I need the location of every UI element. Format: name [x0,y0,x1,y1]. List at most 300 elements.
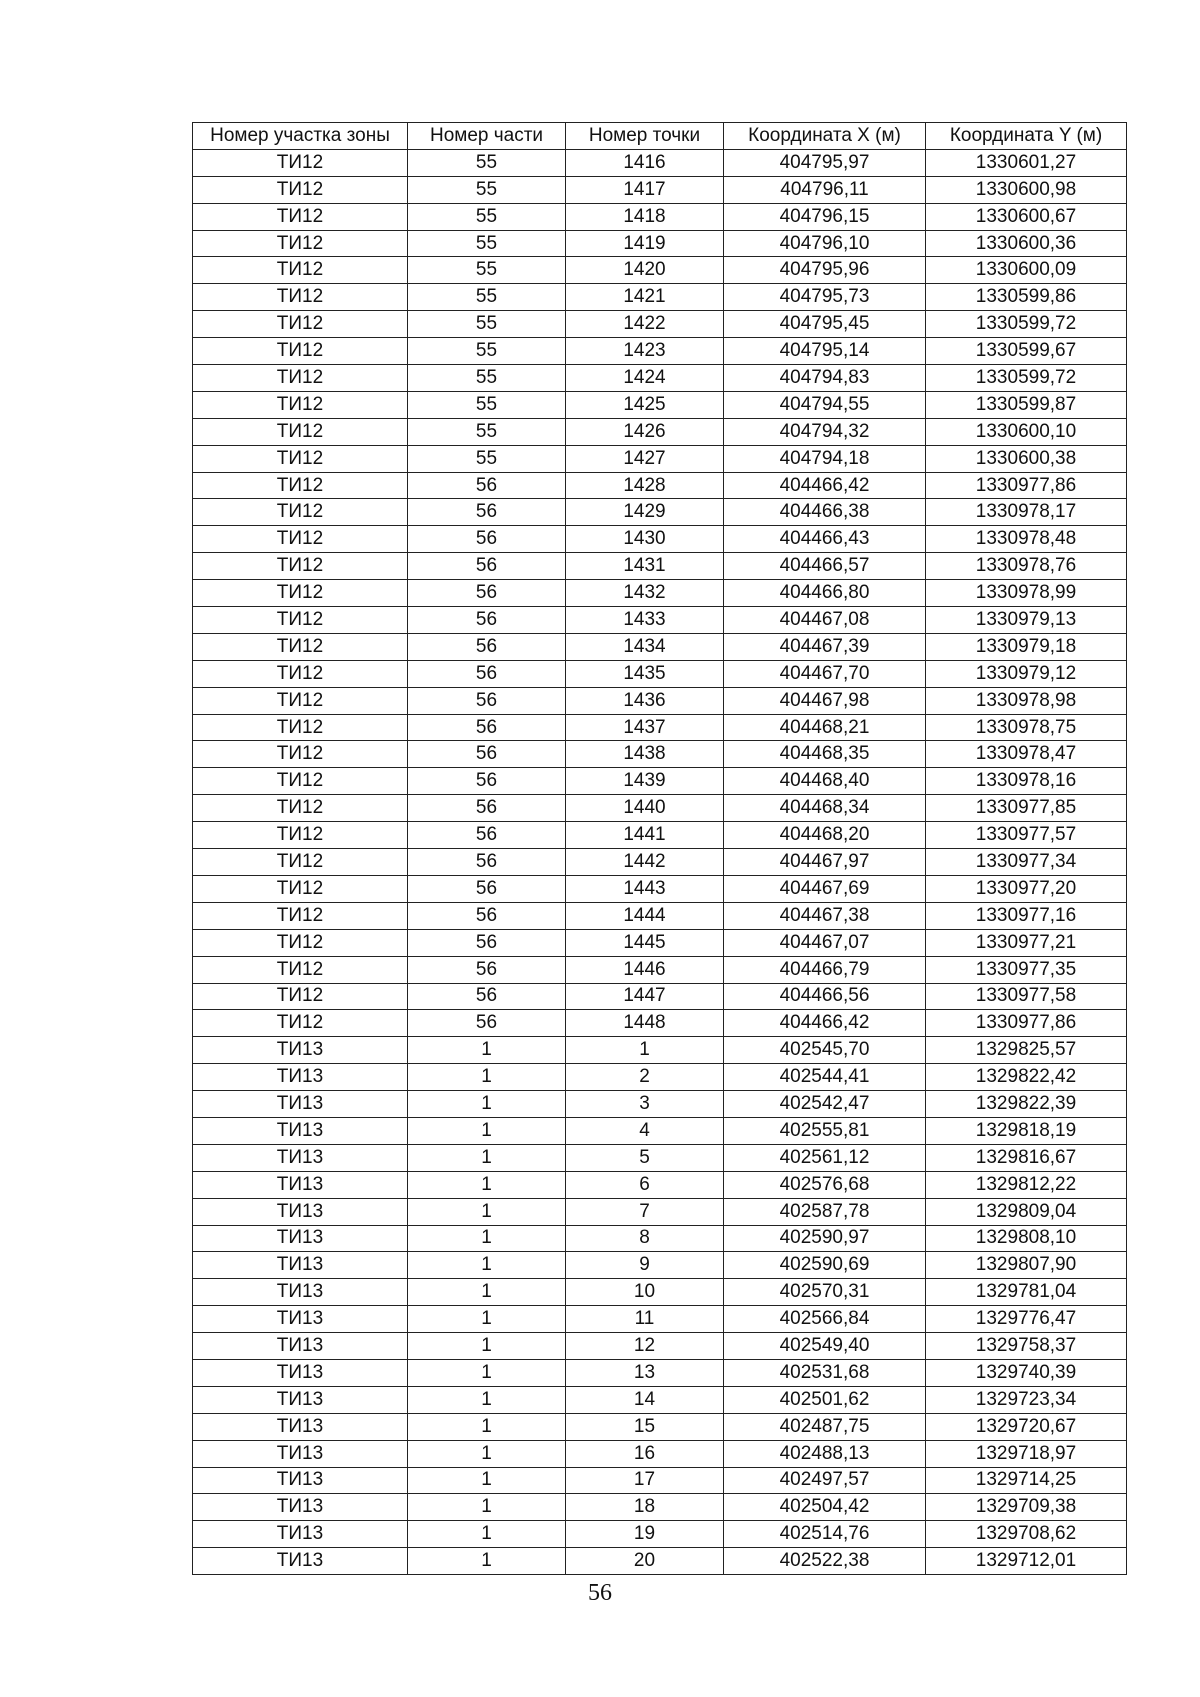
coordinate-y-cell: 1330977,35 [926,956,1127,983]
coordinate-y-cell: 1330601,27 [926,149,1127,176]
point-number-cell: 7 [566,1198,724,1225]
coordinate-x-cell: 404467,70 [724,660,926,687]
part-number-cell: 56 [408,607,566,634]
point-number-cell: 2 [566,1064,724,1091]
point-number-cell: 10 [566,1279,724,1306]
coordinate-y-cell: 1330600,36 [926,230,1127,257]
part-number-cell: 55 [408,391,566,418]
table-row [193,633,1127,660]
coordinate-y-cell: 1330599,72 [926,365,1127,392]
table-row [193,1279,1127,1306]
part-number-cell: 56 [408,687,566,714]
point-number-cell: 5 [566,1144,724,1171]
coordinate-x-cell: 404467,08 [724,607,926,634]
coordinate-y-cell: 1329712,01 [926,1548,1127,1575]
coordinate-x-cell: 404467,97 [724,849,926,876]
coordinate-x-cell: 402501,62 [724,1386,926,1413]
zone-section-cell: ТИ12 [193,338,408,365]
coordinate-y-cell: 1330600,10 [926,418,1127,445]
point-number-cell: 1444 [566,902,724,929]
point-number-cell: 1445 [566,929,724,956]
table-row [193,660,1127,687]
part-number-cell: 56 [408,499,566,526]
part-number-cell: 56 [408,983,566,1010]
zone-section-cell: ТИ12 [193,633,408,660]
part-number-cell: 1 [408,1144,566,1171]
table-row [193,418,1127,445]
zone-section-cell: ТИ12 [193,714,408,741]
coordinate-y-cell: 1330977,16 [926,902,1127,929]
point-number-cell: 20 [566,1548,724,1575]
part-number-cell: 1 [408,1117,566,1144]
point-number-cell: 1432 [566,580,724,607]
point-number-cell: 1417 [566,176,724,203]
zone-section-cell: ТИ12 [193,1010,408,1037]
point-number-cell: 1418 [566,203,724,230]
part-number-cell: 55 [408,230,566,257]
table-row [193,230,1127,257]
table-row [193,1548,1127,1575]
part-number-cell: 1 [408,1333,566,1360]
point-number-cell: 1443 [566,875,724,902]
zone-section-cell: ТИ12 [193,230,408,257]
point-number-cell: 1435 [566,660,724,687]
part-number-cell: 56 [408,849,566,876]
table-row [193,875,1127,902]
table-row [193,1037,1127,1064]
part-number-cell: 55 [408,176,566,203]
page-number: 56 [588,1580,612,1606]
coordinate-x-cell: 404795,96 [724,257,926,284]
coordinate-x-cell: 404468,20 [724,822,926,849]
zone-section-cell: ТИ12 [193,849,408,876]
point-number-cell: 1420 [566,257,724,284]
coordinate-y-cell: 1330977,58 [926,983,1127,1010]
zone-section-cell: ТИ13 [193,1359,408,1386]
point-number-cell: 1433 [566,607,724,634]
part-number-cell: 56 [408,875,566,902]
table-row [193,365,1127,392]
coordinate-y-cell: 1329807,90 [926,1252,1127,1279]
part-number-cell: 55 [408,149,566,176]
table-row [193,607,1127,634]
part-number-cell: 1 [408,1521,566,1548]
point-number-cell: 1431 [566,553,724,580]
coordinate-x-cell: 404796,11 [724,176,926,203]
point-number-cell: 1440 [566,795,724,822]
part-number-cell: 1 [408,1225,566,1252]
point-number-cell: 14 [566,1386,724,1413]
zone-section-cell: ТИ12 [193,553,408,580]
coordinate-x-cell: 402587,78 [724,1198,926,1225]
part-number-cell: 56 [408,956,566,983]
table-row [193,149,1127,176]
coordinate-x-cell: 404466,43 [724,526,926,553]
coordinate-x-cell: 404795,97 [724,149,926,176]
coordinate-x-cell: 404466,57 [724,553,926,580]
coordinate-y-cell: 1329822,39 [926,1091,1127,1118]
coordinate-y-cell: 1330979,12 [926,660,1127,687]
zone-section-cell: ТИ13 [193,1413,408,1440]
coordinate-y-cell: 1330599,87 [926,391,1127,418]
coordinate-y-cell: 1329809,04 [926,1198,1127,1225]
zone-section-cell: ТИ13 [193,1225,408,1252]
coordinate-x-cell: 402590,69 [724,1252,926,1279]
point-number-cell: 1429 [566,499,724,526]
part-number-cell: 56 [408,553,566,580]
table-body [193,149,1127,1574]
part-number-cell: 55 [408,311,566,338]
part-number-cell: 56 [408,472,566,499]
coordinate-y-cell: 1330978,98 [926,687,1127,714]
part-number-cell: 56 [408,902,566,929]
point-number-cell: 1424 [566,365,724,392]
point-number-cell: 1423 [566,338,724,365]
zone-section-cell: ТИ12 [193,284,408,311]
point-number-cell: 1442 [566,849,724,876]
part-number-cell: 55 [408,284,566,311]
zone-section-cell: ТИ13 [193,1198,408,1225]
coordinate-y-cell: 1329818,19 [926,1117,1127,1144]
part-number-cell: 56 [408,633,566,660]
zone-section-cell: ТИ13 [193,1440,408,1467]
table-row [193,1494,1127,1521]
table-row [193,526,1127,553]
header-part-number: Номер части [408,123,566,150]
point-number-cell: 1427 [566,445,724,472]
coordinate-y-cell: 1330978,16 [926,768,1127,795]
point-number-cell: 1426 [566,418,724,445]
zone-section-cell: ТИ12 [193,902,408,929]
point-number-cell: 15 [566,1413,724,1440]
point-number-cell: 3 [566,1091,724,1118]
zone-section-cell: ТИ12 [193,445,408,472]
coordinate-x-cell: 402570,31 [724,1279,926,1306]
zone-section-cell: ТИ13 [193,1548,408,1575]
part-number-cell: 1 [408,1306,566,1333]
coordinate-y-cell: 1329720,67 [926,1413,1127,1440]
zone-section-cell: ТИ13 [193,1117,408,1144]
point-number-cell: 1446 [566,956,724,983]
coordinate-x-cell: 404795,14 [724,338,926,365]
zone-section-cell: ТИ12 [193,956,408,983]
coordinate-x-cell: 404468,34 [724,795,926,822]
table-row [193,1521,1127,1548]
point-number-cell: 1425 [566,391,724,418]
coordinate-x-cell: 402561,12 [724,1144,926,1171]
table-row [193,768,1127,795]
coordinate-x-cell: 404466,80 [724,580,926,607]
coordinate-y-cell: 1330978,48 [926,526,1127,553]
part-number-cell: 55 [408,418,566,445]
point-number-cell: 13 [566,1359,724,1386]
coordinate-x-cell: 404795,45 [724,311,926,338]
zone-section-cell: ТИ12 [193,176,408,203]
coordinate-y-cell: 1329812,22 [926,1171,1127,1198]
part-number-cell: 56 [408,929,566,956]
point-number-cell: 1441 [566,822,724,849]
coordinate-x-cell: 402566,84 [724,1306,926,1333]
table-row [193,445,1127,472]
point-number-cell: 1439 [566,768,724,795]
coordinate-y-cell: 1330979,18 [926,633,1127,660]
zone-section-cell: ТИ12 [193,580,408,607]
zone-section-cell: ТИ12 [193,929,408,956]
point-number-cell: 1437 [566,714,724,741]
part-number-cell: 1 [408,1467,566,1494]
table-row [193,902,1127,929]
point-number-cell: 1434 [566,633,724,660]
table-row [193,499,1127,526]
coordinate-y-cell: 1329708,62 [926,1521,1127,1548]
part-number-cell: 1 [408,1279,566,1306]
table-row [193,1144,1127,1171]
table-row [193,284,1127,311]
coordinate-x-cell: 404468,35 [724,741,926,768]
zone-section-cell: ТИ13 [193,1037,408,1064]
coordinate-y-cell: 1330979,13 [926,607,1127,634]
table-row [193,203,1127,230]
coordinate-x-cell: 404794,55 [724,391,926,418]
part-number-cell: 1 [408,1064,566,1091]
coordinate-y-cell: 1330977,86 [926,472,1127,499]
coordinate-y-cell: 1330977,21 [926,929,1127,956]
zone-section-cell: ТИ13 [193,1494,408,1521]
point-number-cell: 4 [566,1117,724,1144]
part-number-cell: 1 [408,1440,566,1467]
coordinate-y-cell: 1330977,85 [926,795,1127,822]
zone-section-cell: ТИ12 [193,418,408,445]
zone-section-cell: ТИ13 [193,1279,408,1306]
zone-section-cell: ТИ13 [193,1306,408,1333]
zone-section-cell: ТИ12 [193,365,408,392]
part-number-cell: 1 [408,1548,566,1575]
table-row [193,1386,1127,1413]
coordinate-y-cell: 1330600,67 [926,203,1127,230]
table-row [193,1252,1127,1279]
coordinate-y-cell: 1329740,39 [926,1359,1127,1386]
zone-section-cell: ТИ12 [193,203,408,230]
table-row [193,391,1127,418]
part-number-cell: 56 [408,1010,566,1037]
table-row [193,822,1127,849]
header-coordinate-x: Координата X (м) [724,123,926,150]
part-number-cell: 55 [408,257,566,284]
coordinate-x-cell: 404467,69 [724,875,926,902]
part-number-cell: 1 [408,1037,566,1064]
coordinate-x-cell: 404467,38 [724,902,926,929]
table-row [193,1333,1127,1360]
part-number-cell: 56 [408,526,566,553]
table-row [193,1440,1127,1467]
table-row [193,553,1127,580]
part-number-cell: 56 [408,741,566,768]
coordinate-y-cell: 1330600,98 [926,176,1127,203]
part-number-cell: 1 [408,1386,566,1413]
coordinate-x-cell: 402514,76 [724,1521,926,1548]
point-number-cell: 1421 [566,284,724,311]
part-number-cell: 55 [408,365,566,392]
point-number-cell: 1 [566,1037,724,1064]
coordinate-y-cell: 1330599,67 [926,338,1127,365]
zone-section-cell: ТИ12 [193,607,408,634]
coordinate-x-cell: 404468,40 [724,768,926,795]
coordinate-x-cell: 404466,42 [724,1010,926,1037]
zone-section-cell: ТИ12 [193,822,408,849]
coordinate-x-cell: 404468,21 [724,714,926,741]
header-coordinate-y: Координата Y (м) [926,123,1127,150]
coordinate-y-cell: 1329709,38 [926,1494,1127,1521]
coordinate-x-cell: 404467,07 [724,929,926,956]
point-number-cell: 19 [566,1521,724,1548]
zone-section-cell: ТИ12 [193,257,408,284]
header-zone-section: Номер участка зоны [193,123,408,150]
coordinate-x-cell: 404794,18 [724,445,926,472]
coordinate-y-cell: 1330599,72 [926,311,1127,338]
point-number-cell: 1419 [566,230,724,257]
point-number-cell: 1447 [566,983,724,1010]
coordinate-y-cell: 1330977,57 [926,822,1127,849]
point-number-cell: 1448 [566,1010,724,1037]
table-header [193,123,1127,150]
table-row [193,687,1127,714]
part-number-cell: 1 [408,1494,566,1521]
table-row [193,1413,1127,1440]
table-row [193,1306,1127,1333]
coordinate-x-cell: 402545,70 [724,1037,926,1064]
zone-section-cell: ТИ13 [193,1252,408,1279]
coordinate-y-cell: 1330600,38 [926,445,1127,472]
table-row [193,1467,1127,1494]
coordinate-y-cell: 1330600,09 [926,257,1127,284]
table-row [193,1198,1127,1225]
coordinate-y-cell: 1330978,76 [926,553,1127,580]
point-number-cell: 1438 [566,741,724,768]
part-number-cell: 55 [408,445,566,472]
coordinate-y-cell: 1329758,37 [926,1333,1127,1360]
coordinate-x-cell: 402504,42 [724,1494,926,1521]
table-row [193,1171,1127,1198]
coordinate-x-cell: 402549,40 [724,1333,926,1360]
table-row [193,795,1127,822]
zone-section-cell: ТИ12 [193,768,408,795]
part-number-cell: 56 [408,795,566,822]
coordinate-y-cell: 1330978,75 [926,714,1127,741]
header-row [193,123,1127,150]
point-number-cell: 11 [566,1306,724,1333]
coordinate-y-cell: 1329825,57 [926,1037,1127,1064]
coordinate-x-cell: 402488,13 [724,1440,926,1467]
coordinate-x-cell: 404796,10 [724,230,926,257]
coordinate-y-cell: 1330977,20 [926,875,1127,902]
coordinate-y-cell: 1329808,10 [926,1225,1127,1252]
table-row [193,849,1127,876]
header-point-number: Номер точки [566,123,724,150]
zone-section-cell: ТИ13 [193,1386,408,1413]
coordinate-x-cell: 402555,81 [724,1117,926,1144]
table-row [193,1117,1127,1144]
coordinate-y-cell: 1330978,99 [926,580,1127,607]
zone-section-cell: ТИ12 [193,526,408,553]
coordinate-x-cell: 402590,97 [724,1225,926,1252]
part-number-cell: 1 [408,1359,566,1386]
table-row [193,580,1127,607]
zone-section-cell: ТИ12 [193,499,408,526]
part-number-cell: 1 [408,1091,566,1118]
part-number-cell: 1 [408,1198,566,1225]
point-number-cell: 12 [566,1333,724,1360]
coordinate-x-cell: 404794,32 [724,418,926,445]
coordinate-x-cell: 404796,15 [724,203,926,230]
point-number-cell: 1428 [566,472,724,499]
table-row [193,257,1127,284]
coordinate-x-cell: 404794,83 [724,365,926,392]
table-row [193,1010,1127,1037]
zone-section-cell: ТИ12 [193,875,408,902]
part-number-cell: 1 [408,1413,566,1440]
point-number-cell: 9 [566,1252,724,1279]
coordinate-y-cell: 1330977,34 [926,849,1127,876]
table-row [193,311,1127,338]
table-row [193,714,1127,741]
table-row [193,1064,1127,1091]
table-row [193,1091,1127,1118]
part-number-cell: 1 [408,1171,566,1198]
zone-section-cell: ТИ13 [193,1467,408,1494]
zone-section-cell: ТИ12 [193,660,408,687]
point-number-cell: 1416 [566,149,724,176]
zone-section-cell: ТИ13 [193,1064,408,1091]
zone-section-cell: ТИ12 [193,983,408,1010]
coordinate-y-cell: 1329723,34 [926,1386,1127,1413]
zone-section-cell: ТИ13 [193,1171,408,1198]
coordinate-x-cell: 404466,56 [724,983,926,1010]
point-number-cell: 1430 [566,526,724,553]
coordinate-y-cell: 1329718,97 [926,1440,1127,1467]
coordinate-y-cell: 1330977,86 [926,1010,1127,1037]
part-number-cell: 56 [408,822,566,849]
point-number-cell: 16 [566,1440,724,1467]
table-row [193,956,1127,983]
coordinate-y-cell: 1329822,42 [926,1064,1127,1091]
table-row [193,472,1127,499]
part-number-cell: 56 [408,714,566,741]
zone-section-cell: ТИ13 [193,1521,408,1548]
table-row [193,1225,1127,1252]
coordinate-y-cell: 1330978,47 [926,741,1127,768]
point-number-cell: 8 [566,1225,724,1252]
zone-section-cell: ТИ12 [193,741,408,768]
table-row [193,1359,1127,1386]
table-row [193,176,1127,203]
coordinate-x-cell: 402544,41 [724,1064,926,1091]
point-number-cell: 1436 [566,687,724,714]
part-number-cell: 56 [408,660,566,687]
point-number-cell: 6 [566,1171,724,1198]
coordinate-x-cell: 402542,47 [724,1091,926,1118]
coordinate-x-cell: 404795,73 [724,284,926,311]
point-number-cell: 1422 [566,311,724,338]
coordinate-y-cell: 1329816,67 [926,1144,1127,1171]
coordinate-x-cell: 402522,38 [724,1548,926,1575]
coordinate-x-cell: 404466,79 [724,956,926,983]
coordinate-y-cell: 1329781,04 [926,1279,1127,1306]
coordinate-x-cell: 404467,98 [724,687,926,714]
zone-section-cell: ТИ12 [193,391,408,418]
part-number-cell: 56 [408,768,566,795]
coordinate-x-cell: 402576,68 [724,1171,926,1198]
point-number-cell: 18 [566,1494,724,1521]
